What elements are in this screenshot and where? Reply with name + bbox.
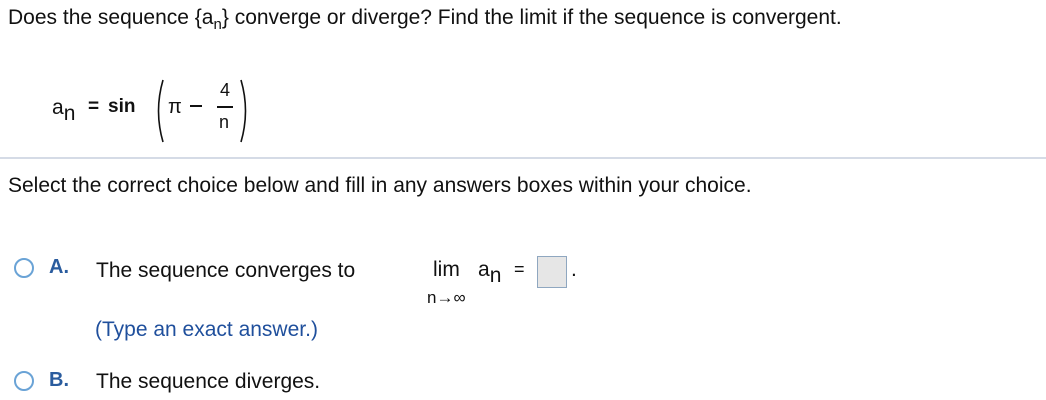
question-prefix: Does the sequence {a: [8, 6, 214, 29]
limit-variable-sub: n: [489, 264, 502, 287]
formula-fraction-bar: [217, 106, 233, 108]
formula-denominator: n: [219, 112, 230, 132]
formula-numerator: 4: [220, 80, 231, 100]
right-paren-icon: [238, 76, 252, 146]
section-divider: [0, 157, 1046, 159]
limit-subscript: n→∞: [427, 288, 466, 307]
formula-function: sin: [108, 96, 136, 117]
left-paren-icon: [152, 76, 166, 146]
limit-label: lim: [433, 258, 460, 281]
choice-b-radio[interactable]: [14, 371, 34, 391]
formula-minus: [190, 105, 202, 107]
formula-pi: π: [168, 96, 182, 118]
sentence-period: .: [571, 258, 577, 281]
answer-hint: (Type an exact answer.): [95, 318, 318, 341]
instruction-text: Select the correct choice below and fill in any answers boxes within your choice.: [8, 174, 752, 197]
limit-variable: [478, 258, 502, 287]
answer-input[interactable]: [537, 256, 567, 288]
formula-lhs-sub: n: [63, 102, 76, 125]
question-subscript: n: [213, 16, 222, 33]
choice-a-text: The sequence converges to: [96, 259, 356, 282]
formula-equals: =: [88, 96, 100, 117]
limit-equals: =: [514, 259, 525, 279]
sequence-formula: [52, 76, 272, 146]
choice-b-letter: B.: [49, 369, 69, 391]
question-text: [8, 6, 842, 33]
limit-variable-name: a: [478, 258, 490, 281]
choice-a-radio[interactable]: [14, 258, 34, 278]
choice-b-text: The sequence diverges.: [96, 370, 321, 393]
formula-lhs: [52, 96, 76, 125]
choice-a-letter: A.: [49, 256, 69, 278]
question-suffix: } converge or diverge? Find the limit if the sequence is convergent.: [221, 6, 842, 29]
formula-lhs-var: a: [52, 96, 64, 119]
